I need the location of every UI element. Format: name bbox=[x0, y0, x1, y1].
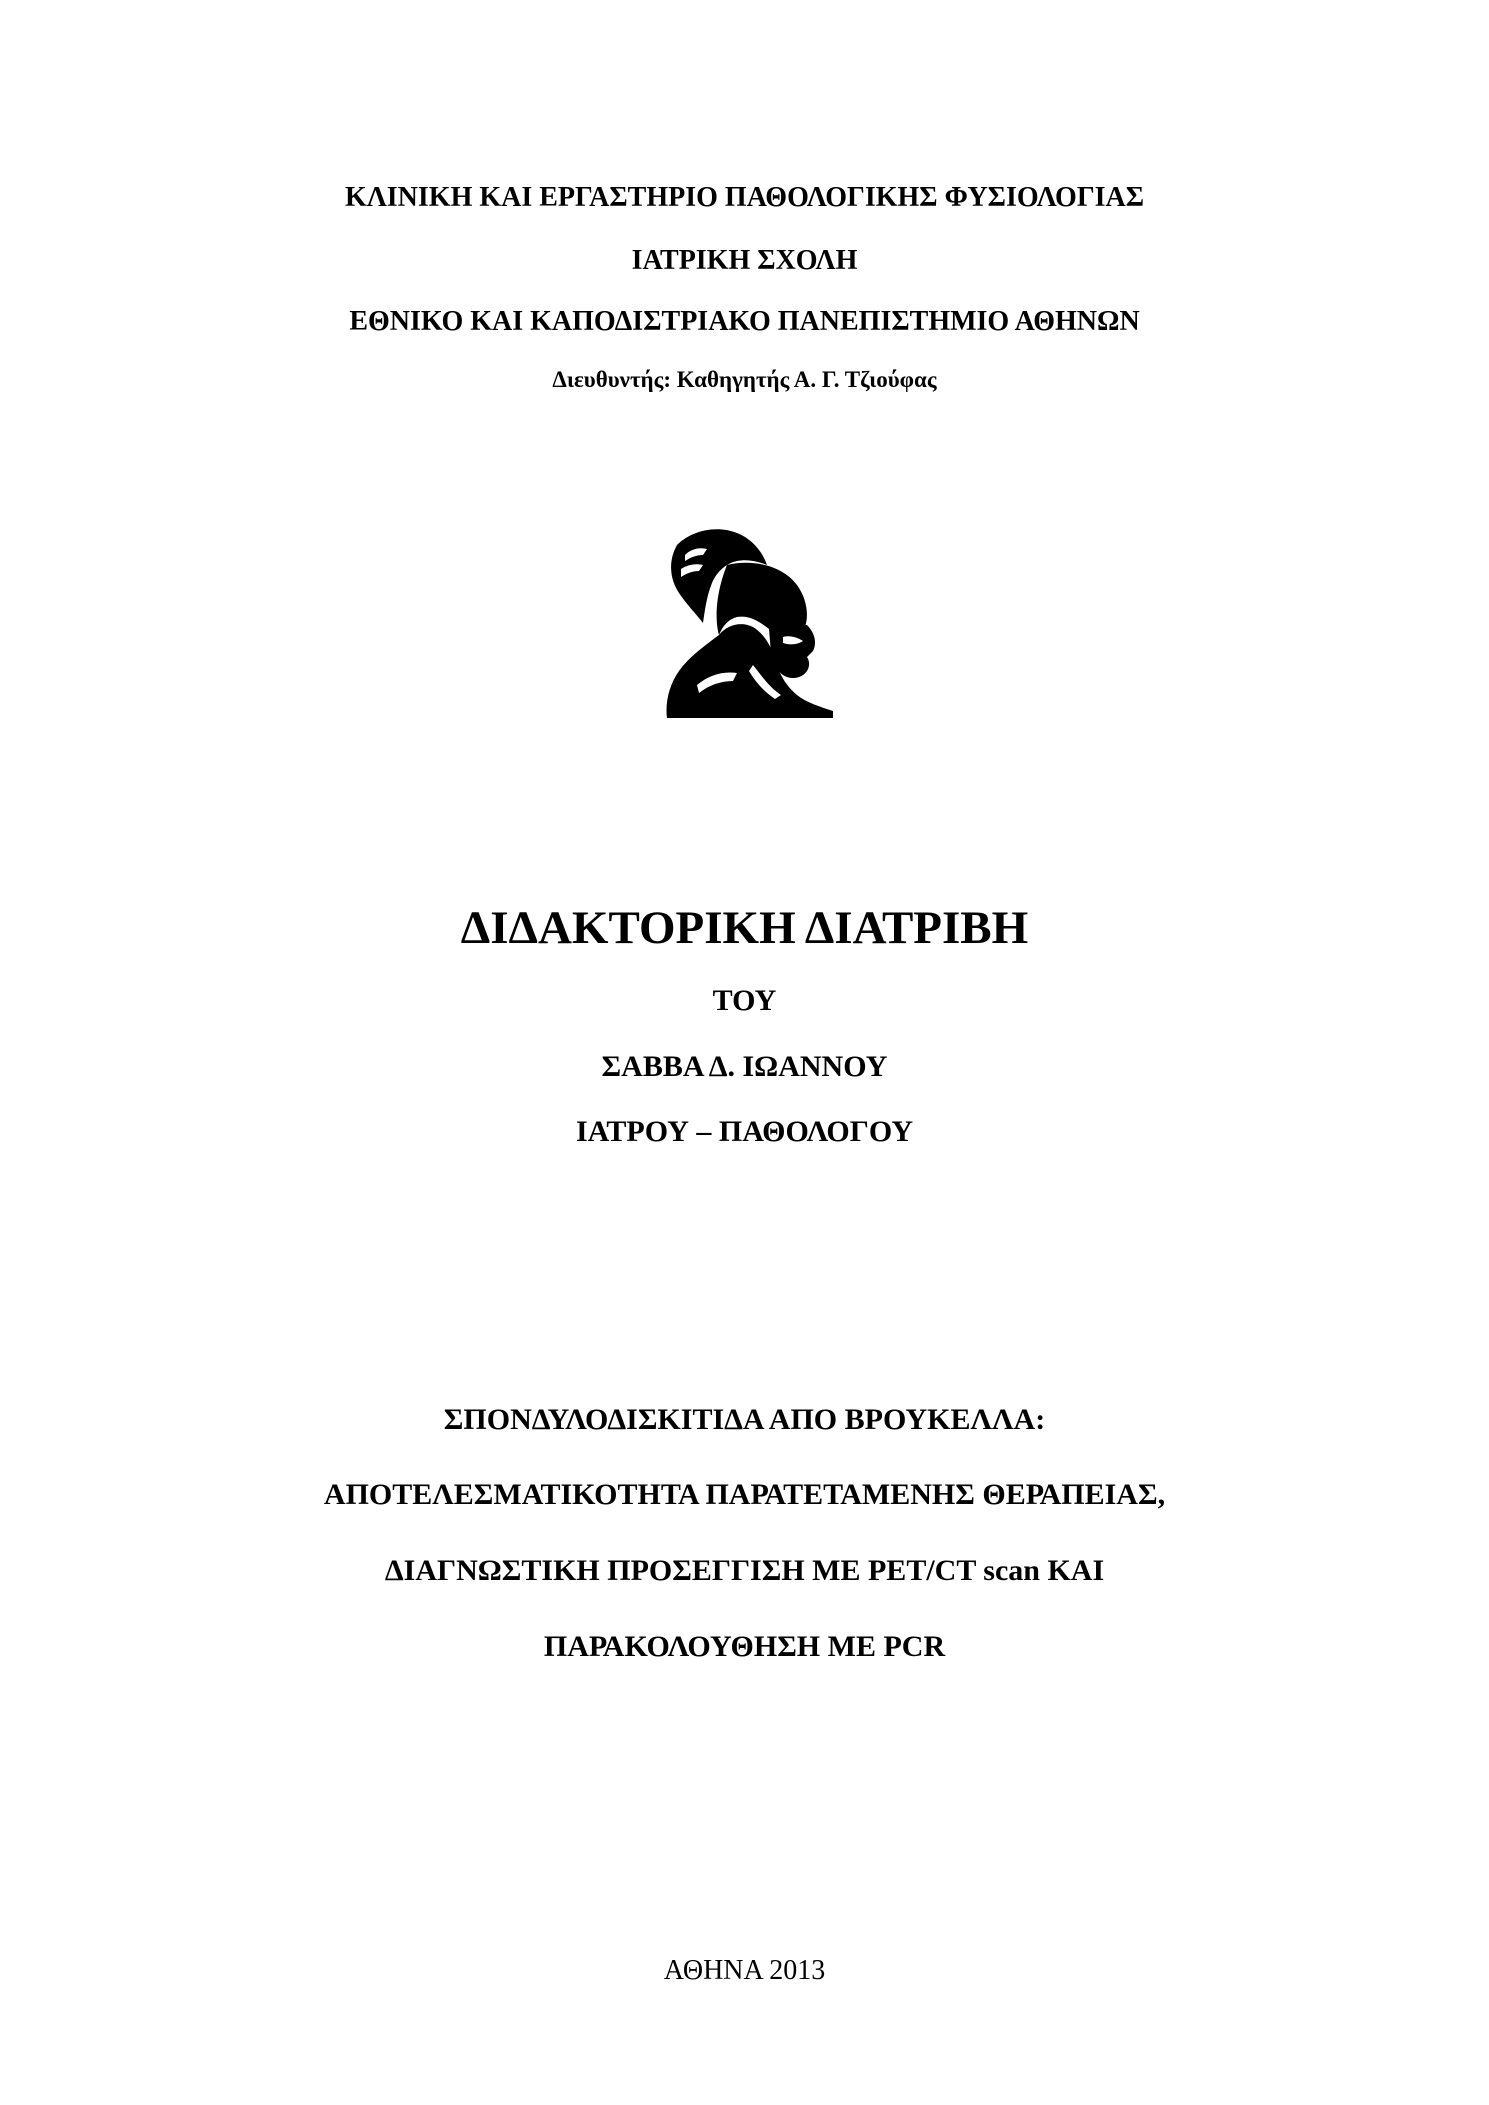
place-and-year: ΑΘΗΝΑ 2013 bbox=[663, 1955, 826, 1986]
thesis-title-line-2: ΑΠΟΤΕΛΕΣΜΑΤΙΚΟΤΗΤΑ ΠΑΡΑΤΕΤΑΜΕΝΗΣ ΘΕΡΑΠΕΙΑΣ, bbox=[323, 1478, 1166, 1511]
thesis-author: ΣΑΒΒΑ Δ. ΙΩΑΝΝΟΥ bbox=[601, 1050, 888, 1083]
thesis-author-profession: ΙΑΤΡΟΥ – ΠΑΘΟΛΟΓΟΥ bbox=[575, 1115, 914, 1148]
thesis-title-line-1: ΣΠΟΝΔΥΛΟΔΙΣΚΙΤΙΔΑ ΑΠΟ ΒΡΟΥΚΕΛΛΑ: bbox=[443, 1403, 1046, 1436]
athena-helmet-logo-icon bbox=[657, 525, 840, 718]
thesis-type-heading: ΔΙΔΑΚΤΟΡΙΚΗ ΔΙΑΤΡΙΒΗ bbox=[460, 902, 1029, 954]
university-name: ΕΘΝΙΚΟ ΚΑΙ ΚΑΠΟΔΙΣΤΡΙΑΚΟ ΠΑΝΕΠΙΣΤΗΜΙΟ ΑΘΗΝΩΝ bbox=[349, 306, 1140, 337]
thesis-of-label: ΤΟΥ bbox=[712, 984, 777, 1017]
department-name: ΚΛΙΝΙΚΗ ΚΑΙ ΕΡΓΑΣΤΗΡΙΟ ΠΑΘΟΛΟΓΙΚΗΣ ΦΥΣΙΟΛΟΓΙΑΣ bbox=[344, 182, 1145, 213]
school-name: ΙΑΤΡΙΚΗ ΣΧΟΛΗ bbox=[631, 245, 858, 276]
thesis-title-line-3: ΔΙΑΓΝΩΣΤΙΚΗ ΠΡΟΣΕΓΓΙΣΗ ΜΕ PET/CT scan ΚΑΙ bbox=[384, 1554, 1105, 1587]
thesis-title-line-4: ΠΑΡΑΚΟΛΟΥΘΗΣΗ ΜΕ PCR bbox=[543, 1630, 946, 1663]
director-line: Διευθυντής: Καθηγητής Α. Γ. Τζιούφας bbox=[552, 367, 937, 392]
